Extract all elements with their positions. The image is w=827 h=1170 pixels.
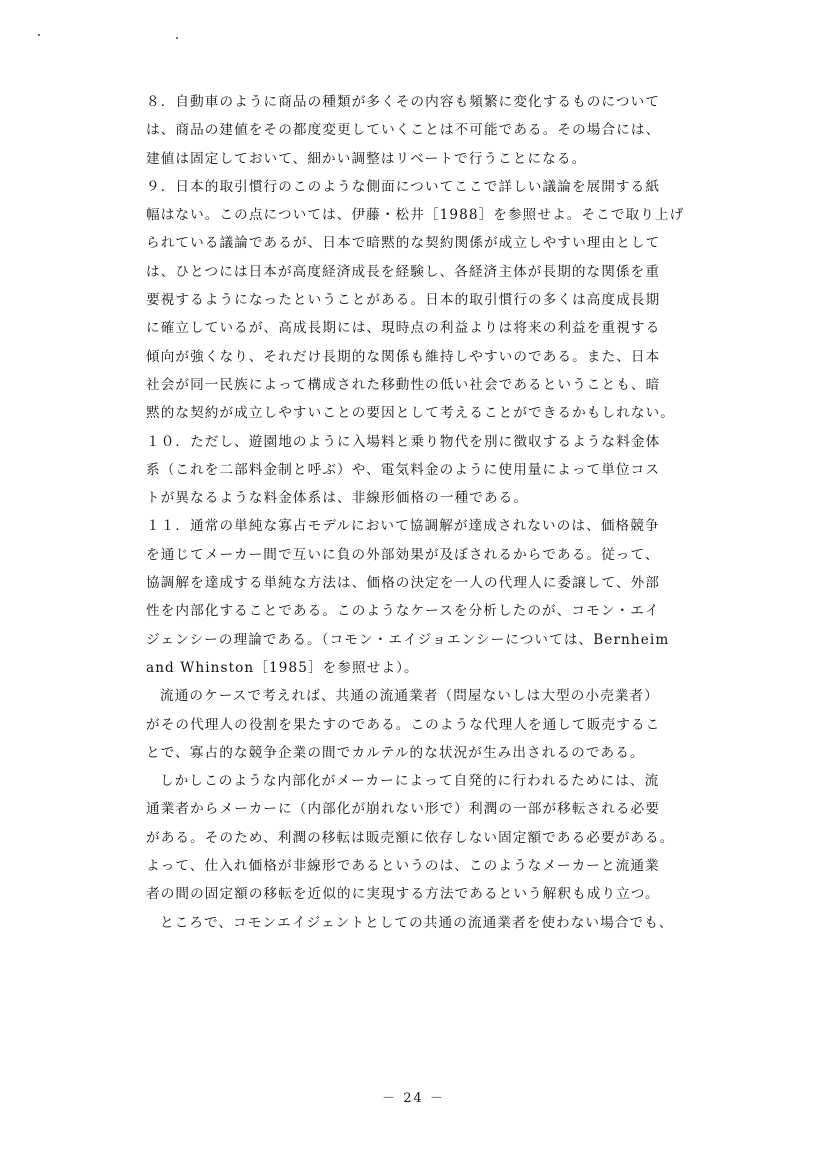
text-line: トが異なるような料金体系は、非線形価格の一種である。 [146, 490, 529, 507]
text-line: よって、仕入れ価格が非線形であるというのは、このようなメーカーと流通業 [146, 858, 660, 875]
text-line: 建値は固定しておいて、細かい調整はリベートで行うことになる。 [146, 150, 587, 167]
body-text [146, 88, 694, 937]
text-line: 社会が同一民族によって構成された移動性の低い社会であるということも、暗 [146, 376, 661, 393]
text-line: 協調解を達成する単純な方法は、価格の決定を一人の代理人に委譲して、外部 [146, 575, 661, 592]
text-line: がその代理人の役割を果たすのである。このような代理人を通して販売するこ [146, 716, 661, 733]
text-line: 流通のケースで考えれば、共通の流通業者（問屋ないしは大型の小売業者） [160, 688, 659, 705]
text-line: 者の間の固定額の移転を近似的に実現する方法であるという解釈も成り立つ。 [146, 886, 660, 903]
text-line: ８．自動車のように商品の種類が多くその内容も頻繁に変化するものについて [146, 94, 661, 110]
text-line: 性を内部化することである。このようなケースを分析したのが、コモン・エイ [146, 603, 660, 620]
text-line: and Whinston［1985］を参照せよ）。 [146, 659, 419, 676]
text-line: １０．ただし、遊園地のように入場料と乗り物代を別に徴収するような料金体 [146, 433, 661, 450]
text-line: は、商品の建値をその都度変更していくことは不可能である。その場合には、 [146, 122, 661, 139]
page-number: － 24 － [382, 1091, 445, 1106]
text-line: は、ひとつには日本が高度経済成長を経験し、各経済主体が長期的な関係を重 [146, 263, 661, 280]
text-line: に確立しているが、高成長期には、現時点の利益よりは将来の利益を重視する [146, 320, 661, 337]
text-line: １１．通常の単純な寡占モデルにおいて協調解が達成されないのは、価格競争 [146, 518, 660, 535]
scan-speck [38, 34, 40, 36]
text-line: ９．日本的取引慣行のこのような側面についてここで詳しい議論を展開する紙 [146, 178, 661, 195]
text-line: 幅はない。この点については、伊藤・松井［1988］を参照せよ。そこで取り上げ [146, 207, 685, 224]
text-line: とで、寡占的な競争企業の間でカルテル的な状況が生み出されるのである。 [146, 744, 645, 761]
text-line: 要視するようになったということがある。日本的取引慣行の多くは高度成長期 [146, 292, 661, 309]
text-line: られている議論であるが、日本で暗黙的な契約関係が成立しやすい理由として [146, 235, 661, 252]
text-line: を通じてメーカー間で互いに負の外部効果が及ぼされるからである。従って、 [146, 546, 660, 563]
text-line: 通業者からメーカーに（内部化が崩れない形で）利潤の一部が移転される必要 [146, 801, 661, 818]
text-line: しかしこのような内部化がメーカーによって自発的に行われるためには、流 [160, 773, 660, 790]
text-line: ところで、コモンエイジェントとしての共通の流通業者を使わない場合でも、 [160, 914, 674, 931]
text-line: 黙的な契約が成立しやすいことの要因として考えることができるかもしれない。 [146, 405, 675, 422]
scan-speck [176, 37, 178, 39]
text-line: ジェンシーの理論である。（コモン・エイジョエンシーについては、Bernheim [146, 631, 670, 648]
text-line: がある。そのため、利潤の移転は販売額に依存しない固定額である必要がある。 [146, 829, 675, 846]
text-line: 系（これを二部料金制と呼ぶ）や、電気料金のように使用量によって単位コス [146, 461, 661, 478]
text-line: 傾向が強くなり、それだけ長期的な関係も維持しやすいのである。また、日本 [146, 348, 661, 365]
